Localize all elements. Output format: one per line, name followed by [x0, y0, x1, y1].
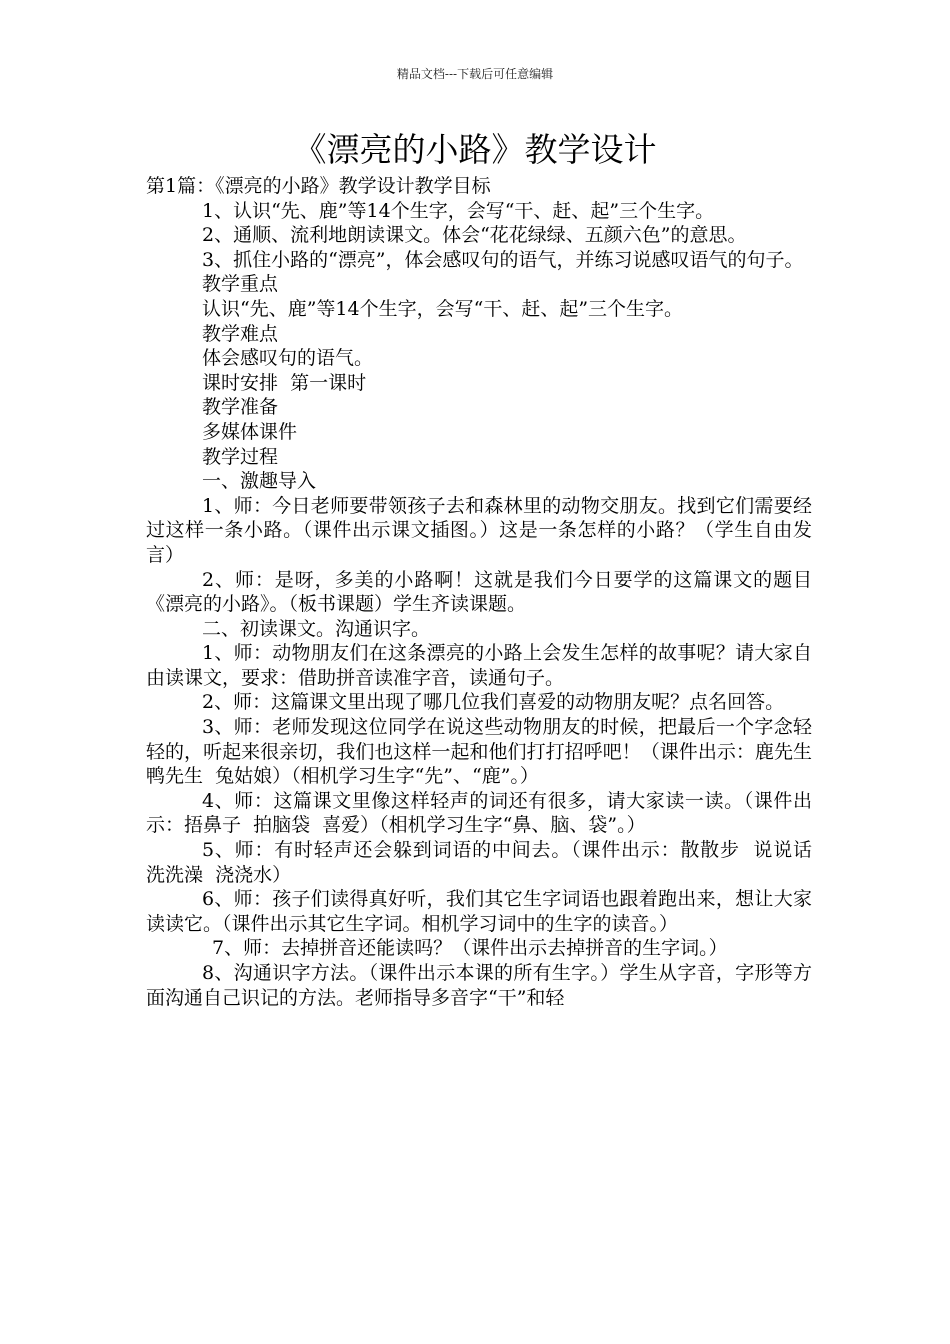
paragraph: 8、沟通识字方法。（课件出示本课的所有生字。）学生从字音，字形等方面沟通自己识记的方法。老师指导多音字“干”和轻: [146, 962, 812, 1009]
paragraph: 教学过程: [202, 445, 279, 468]
paragraph: 体会感叹句的语气。: [202, 347, 374, 370]
paragraph: 7、师：去掉拼音还能读吗？（课件出示去掉拼音的生字词。）: [212, 937, 728, 960]
paragraph: 第1篇：《漂亮的小路》教学设计教学目标: [146, 175, 491, 197]
paragraph: 3、师：老师发现这位同学在说这些动物朋友的时候，把最后一个字念轻轻的，听起来很亲切，我们也这样一起和他们打打招呼吧！（课件出示：鹿先生 鸭先生 兔姑娘）（相机学习生字“先”、“鹿”。）: [146, 716, 825, 788]
paragraph: 4、师：这篇课文里像这样轻声的词还有很多，请大家读一读。（课件出示：捂鼻子 拍脑袋 喜爱）（相机学习生字“鼻、脑、袋”。）: [146, 789, 812, 837]
paragraph: 6、师：孩子们读得真好听，我们其它生字词语也跟着跑出来，想让大家读读它。（课件出示其它生字词。相机学习词中的生字的读音。）: [146, 888, 812, 935]
paragraph: 1、认识“先、鹿”等14个生字，会写“干、赶、起”三个生字。: [202, 199, 715, 222]
paragraph: 教学重点: [202, 273, 279, 296]
paragraph: 教学准备: [202, 396, 279, 419]
header-note: 精品文档---下载后可任意编辑: [396, 67, 554, 81]
paragraph: 多媒体课件: [202, 420, 298, 443]
document-body: [146, 174, 825, 1010]
paragraph: 2、师：是呀，多美的小路啊！这就是我们今日要学的这篇课文的题目《漂亮的小路》。（板书课题）学生齐读课题。: [146, 568, 812, 616]
paragraph: 2、通顺、流利地朗读课文。体会“花花绿绿、五颜六色”的意思。: [202, 224, 747, 247]
paragraph: 认识“先、鹿”等14个生字，会写“干、赶、起”三个生字。: [202, 297, 684, 320]
paragraph: 1、师：动物朋友们在这条漂亮的小路上会发生怎样的故事呢？请大家自由读课文，要求：借助拼音读准字音，读通句子。: [146, 642, 812, 689]
paragraph: 一、激趣导入: [202, 470, 317, 493]
paragraph: 2、师：这篇课文里出现了哪几位我们喜爱的动物朋友呢？点名回答。: [202, 691, 785, 714]
paragraph: 二、初读课文。沟通识字。: [202, 617, 431, 640]
document-title: 《漂亮的小路》教学设计: [293, 130, 657, 169]
paragraph: 课时安排 第一课时: [202, 371, 367, 394]
paragraph: 1、师：今日老师要带领孩子去和森林里的动物交朋友。找到它们需要经过这样一条小路。（课件出示课文插图。）这是一条怎样的小路？（学生自由发言）: [146, 494, 812, 566]
paragraph: 5、师：有时轻声还会躲到词语的中间去。（课件出示：散散步 说说话 洗洗澡 浇浇水）: [146, 839, 825, 886]
paragraph: 教学难点: [202, 322, 279, 345]
paragraph: 3、抓住小路的“漂亮”，体会感叹句的语气，并练习说感叹语气的句子。: [202, 248, 804, 271]
